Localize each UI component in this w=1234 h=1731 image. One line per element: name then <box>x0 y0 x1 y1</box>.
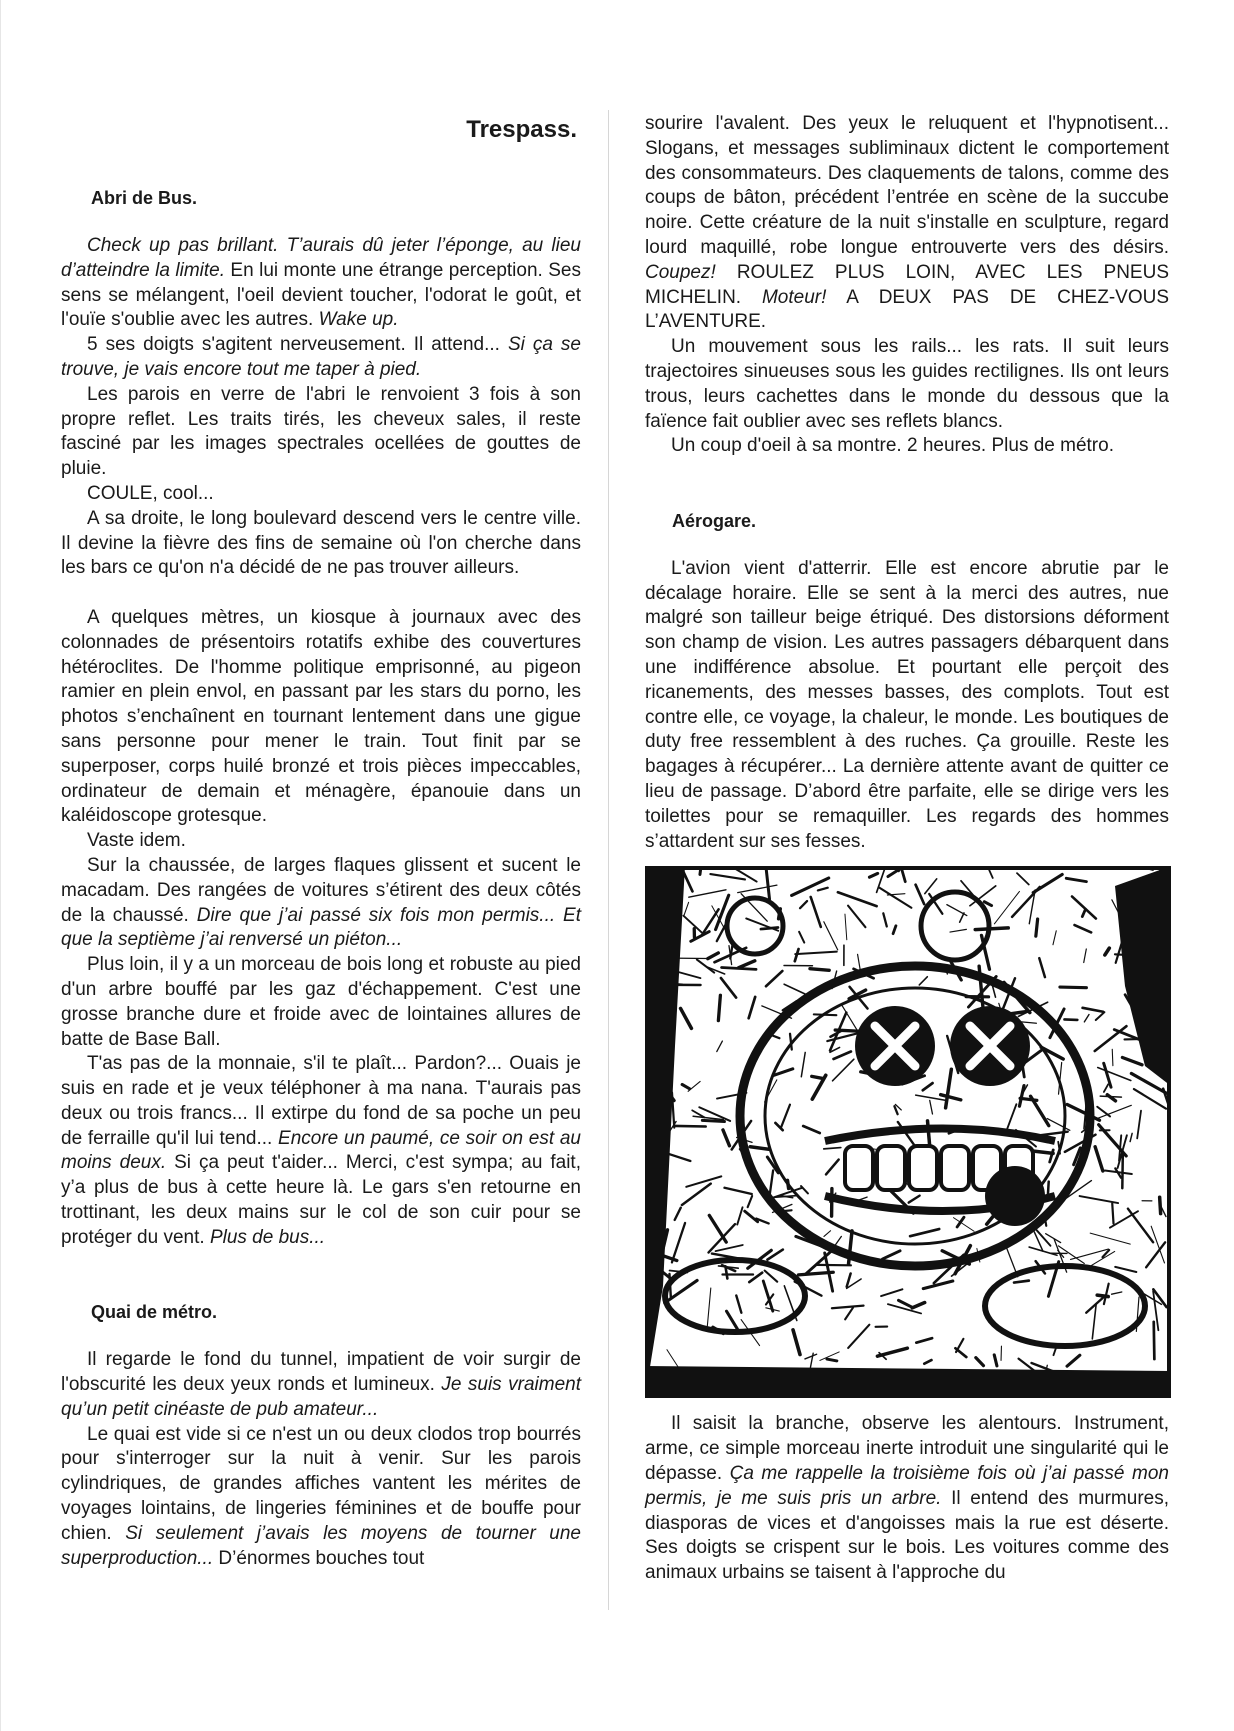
paragraph: Vaste idem. <box>87 830 186 852</box>
page-edge-left <box>0 0 1 1731</box>
paragraph: T'as pas de la monnaie, s'il te plaît... Pardon?... Ouais je suis en rade et je veux téléphoner à ma nana. T'aurais pas deux ou trois francs... Il extirpe du fond de sa poche un peu de ferraille qu'il lui tend... Encore un paumé, ce soir on est au moins deux. Si ça peut t'aider... Merci, c'est sympa; au fait, y’a plus de bus à cette heure là. Le gars s'en retourne en trottinant, les deux mains sur le col de son cuir pour se protéger du vent. Plus de bus... <box>61 1053 581 1248</box>
article-title: Trespass. <box>466 116 577 143</box>
left-column <box>61 112 581 1571</box>
paragraph: Les parois en verre de l'abri le renvoient 3 fois à son propre reflet. Les traits tirés, les cheveux sales, il reste fasciné par les images spectrales ocellées de gouttes de pluie. <box>61 383 581 480</box>
ink-skull-drawing-icon <box>645 866 1171 1398</box>
paragraph: A quelques mètres, un kiosque à journaux avec des colonnades de présentoirs rotatifs exhibe des couvertures hétéroclites. De l'homme politique emprisonné, au pigeon ramier en plein envol, en passant par les stars du porno, les photos s’enchaînent en tournant lentement dans une gigue sans personne pour mener le train. Tout finit par se superposer, corps huilé bronzé et trois pièces impeccables, ordinateur de demain et ménagère, épanouie dans un kaléidoscope grotesque. <box>61 606 581 827</box>
section-heading-aerogare: Aérogare. <box>672 510 757 531</box>
paragraph: Il saisit la branche, observe les alentours. Instrument, arme, ce simple morceau inerte introduit une singularité qui le dépasse. Ça me rappelle la troisième fois où j’ai passé mon permis, je me suis pris un arbre. Il entend des murmures, diasporas de vices et d'angoisses mais la rue est déserte. Ses doigts se crispent sur le bois. Les voitures comme des animaux urbains se taisent à l'approche du <box>645 1413 1169 1584</box>
paragraph: L'avion vient d'atterrir. Elle est encore abrutie par le décalage horaire. Elle se sent à la merci des autres, nue malgré son tailleur beige étriqué. Des distorsions déforment son champ de vision. Les autres passagers débarquent dans une indifférence absolue. Et pourtant elle perçoit des ricanements, des messes basses, des complots. Tout est contre elle, ce voyage, la chaleur, le monde. Les boutiques de duty free ressemblent à des ruches. Ça grouille. Reste les bagages à récupérer... La dernière attente avant de quitter ce lieu de passage. D’abord être parfaite, elle se dirige vers les toilettes pour se remaquiller. Les regards des hommes s’attardent sur ses fesses. <box>645 557 1169 852</box>
paragraph: Il regarde le fond du tunnel, impatient de voir surgir de l'obscurité les deux yeux ronds et lumineux. Je suis vraiment qu’un petit cinéaste de pub amateur... <box>61 1349 581 1420</box>
right-column <box>645 112 1169 1586</box>
paragraph: Un mouvement sous les rails... les rats. Il suit leurs trajectoires sinueuses sous les guides rectilignes. Ils ont leurs trous, leurs cachettes dans le monde du dessous que la faïence fait oublier avec ses reflets blancs. <box>645 336 1169 432</box>
paragraph-continuation: sourire l'avalent. Des yeux le reluquent et l'hypnotisent... Slogans, et messages subliminaux dictent le comportement des consommateurs. Des claquements de talons, comme des coups de bâton, précédent l’entrée en scène de la succube noire. Cette créature de la nuit s'installe en sculpture, regard lourd maquillé, robe longue entrouverte vers des désirs. Coupez! ROULEZ PLUS LOIN, AVEC LES PNEUS MICHELIN. Moteur! A DEUX PAS DE CHEZ-VOUS L’AVENTURE. <box>645 113 1169 333</box>
paragraph: Sur la chaussée, de larges flaques glissent et sucent le macadam. Des rangées de voitures s’étirent des deux côtés de la chaussé. Dire que j’ai passé six fois mon permis... Et que la septième j’ai renversé un piéton... <box>61 854 581 951</box>
continued-text <box>645 112 1169 335</box>
paragraph: 5 ses doigts s'agitent nerveusement. Il attend... Si ça se trouve, je vais encore tout me taper à pied. <box>61 334 581 380</box>
fold-line <box>608 110 609 1610</box>
paragraph: COULE, cool... <box>87 482 214 504</box>
paragraph: A sa droite, le long boulevard descend vers le centre ville. Il devine la fièvre des fins de semaine où l'on cherche dans les bars ce qu'on n'a décidé de ne pas trouver ailleurs. <box>61 507 581 579</box>
paragraph: Check up pas brillant. T’aurais dû jeter l’éponge, au lieu d’atteindre la limite. En lui monte une étrange perception. Ses sens se mélangent, l'oeil devient toucher, l'odorat le goût, et l'ouïe s'oublie avec les autres. Wake up. <box>61 235 581 331</box>
section-heading-quai-de-metro: Quai de métro. <box>91 1302 218 1323</box>
section-heading-abri-de-bus: Abri de Bus. <box>91 188 198 208</box>
paragraph: Le quai est vide si ce n'est un ou deux clodos trop bourrés pour s'interroger sur la nuit à venir. Sur les parois cylindriques, de grandes affiches vantent les mérites de voyages lointains, de lingeries féminines et de bouffe pour chien. Si seulement j’avais les moyens de tourner une superproduction... D’énormes bouches tout <box>61 1423 582 1569</box>
paragraph: Plus loin, il y a un morceau de bois long et robuste au pied d'un arbre bouffé par les gaz d'échappement. C'est une grosse branche dure et froide avec de lointaines allures de batte de Base Ball. <box>61 954 581 1050</box>
paragraph: Un coup d'oeil à sa montre. 2 heures. Plus de métro. <box>671 435 1114 457</box>
